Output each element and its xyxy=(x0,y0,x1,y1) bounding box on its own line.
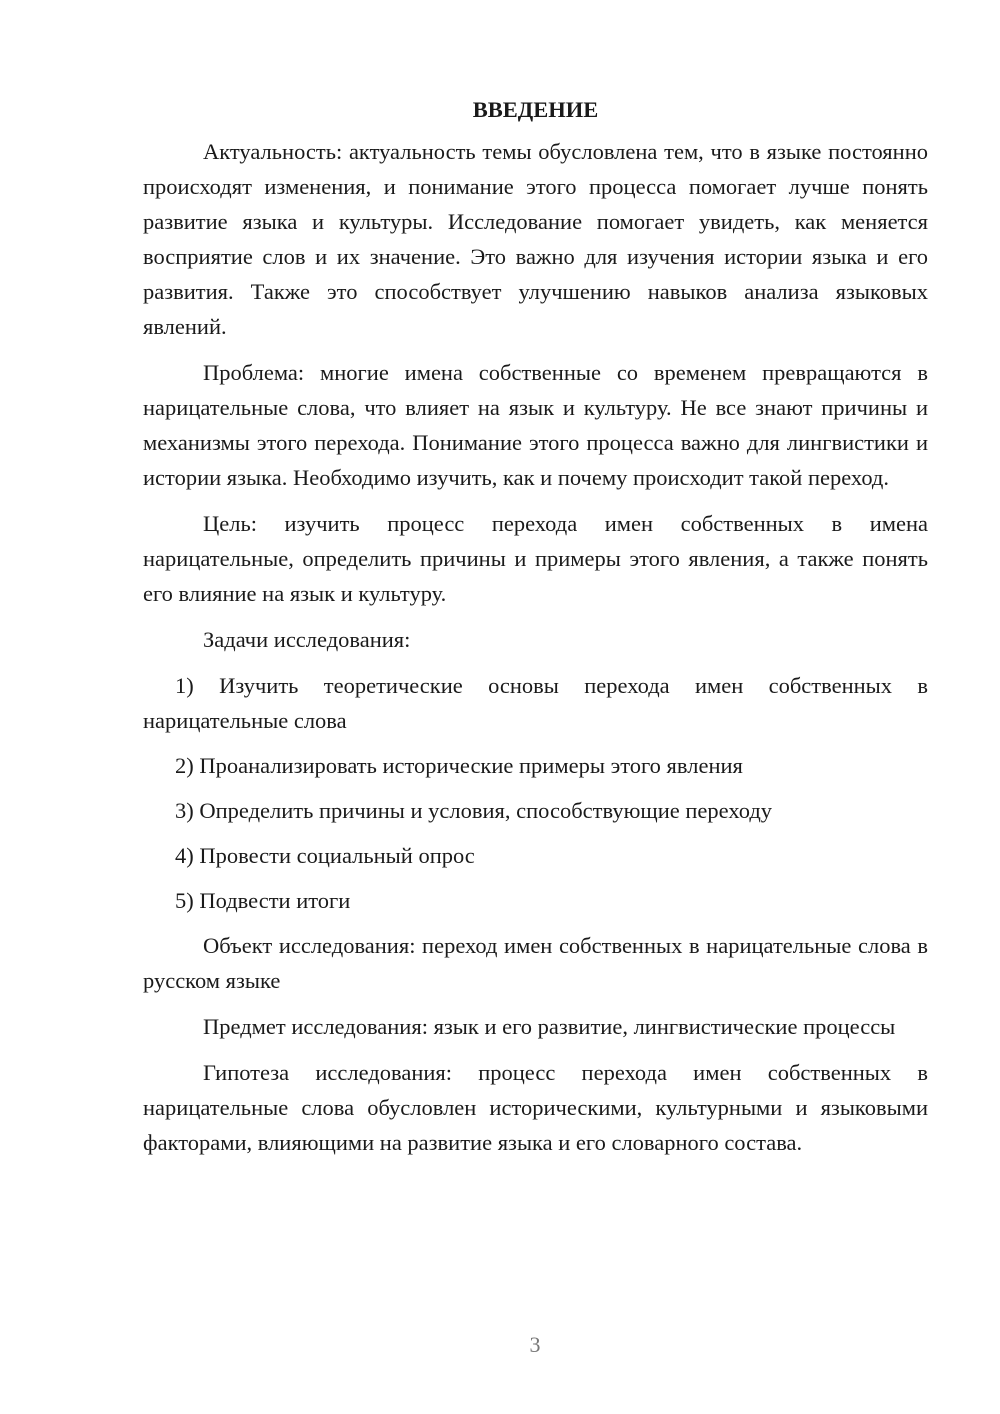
hypothesis-paragraph: Гипотеза исследования: процесс перехода имен собственных в нарицательные слова обусловлен историческими, культурными и языковыми факторами, влияющими на развитие языка и его словарного состава. xyxy=(143,1060,928,1155)
task-item: 3) Определить причины и условия, способствующие переходу xyxy=(175,798,773,823)
task-item: 2) Проанализировать исторические примеры этого явления xyxy=(175,753,743,778)
relevance-paragraph: Актуальность: актуальность темы обусловлена тем, что в языке постоянно происходят изменения, и понимание этого процесса помогает лучше понять развитие языка и культуры. Исследование помогает увидеть, как меняется восприятие слов и их значение. Это важно для изучения истории языка и его развития. Также это способствует улучшению навыков анализа языковых явлений. xyxy=(143,139,928,339)
task-item: 1) Изучить теоретические основы перехода имен собственных в нарицательные слова xyxy=(143,673,928,733)
document-body xyxy=(143,92,928,1171)
task-item: 5) Подвести итоги xyxy=(175,888,351,913)
section-title: ВВЕДЕНИЕ xyxy=(472,97,599,122)
task-item: 4) Провести социальный опрос xyxy=(175,843,475,868)
goal-paragraph: Цель: изучить процесс перехода имен собственных в имена нарицательные, определить причины и примеры этого явления, а также понять его влияние на язык и культуру. xyxy=(143,511,928,606)
problem-paragraph: Проблема: многие имена собственные со временем превращаются в нарицательные слова, что влияет на язык и культуру. Не все знают причины и механизмы этого перехода. Понимание этого процесса важно для лингвистики и истории языка. Необходимо изучить, как и почему происходит такой переход. xyxy=(143,360,928,490)
tasks-heading: Задачи исследования: xyxy=(203,627,411,652)
page-number: 3 xyxy=(529,1332,541,1357)
object-paragraph: Объект исследования: переход имен собственных в нарицательные слова в русском языке xyxy=(143,933,928,993)
subject-paragraph: Предмет исследования: язык и его развитие, лингвистические процессы xyxy=(203,1014,896,1039)
